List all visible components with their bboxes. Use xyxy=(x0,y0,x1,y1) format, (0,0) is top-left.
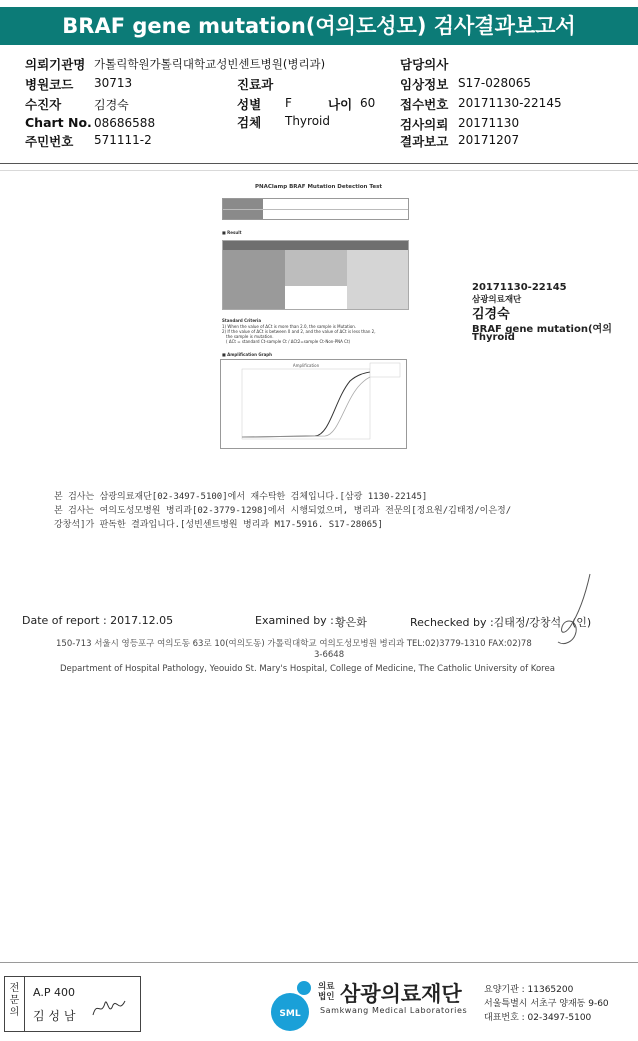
report-date: Date of report : 2017.12.05 xyxy=(22,614,174,627)
label-test-name: BRAF gene mutation(여의 xyxy=(472,324,612,335)
rechecked-label: Rechecked by :김태정/강창석 xyxy=(410,616,562,629)
doctor-signature-stroke xyxy=(93,1001,125,1015)
amplification-label: ■ Amplification Graph xyxy=(222,352,273,357)
sex-value: F xyxy=(285,96,292,110)
result-table-header xyxy=(223,241,408,250)
graph-legend xyxy=(370,363,400,377)
label-number: 20171130-22145 xyxy=(472,282,567,293)
org-code: 요양기관 : 11365200 xyxy=(484,985,574,995)
patient-value: 김경숙 xyxy=(94,98,129,112)
lab-address: 150-713 서울시 영등포구 여의도동 63로 10(여의도동) 가톨릭대학교 여의도성모병원 병리과 TEL:02)3779-1310 FAX:02)78 xyxy=(56,639,532,649)
logo-prefix xyxy=(318,982,334,1002)
criteria-line-2: 2) If the value of ΔCt is between 0 and 2, and the value of ΔCt is less than 2, xyxy=(222,329,376,334)
chart-value: 08686588 xyxy=(94,116,156,130)
signature-stroke xyxy=(558,574,590,644)
request-label: 검사의뢰 xyxy=(400,117,449,132)
sample-info-table xyxy=(222,198,409,220)
note-line-1: 본 검사는 삼광의료재단[02-3497-5100]에서 재수탁한 검체입니다.[삼광 1130-22145] xyxy=(54,492,428,502)
org-phone: 대표번호 : 02-3497-5100 xyxy=(484,1013,592,1023)
clinical-info-value: S17-028065 xyxy=(458,76,532,90)
header-divider xyxy=(0,163,638,164)
clinical-info-label: 임상정보 xyxy=(400,77,449,92)
examined-value: 황은화 xyxy=(335,616,367,629)
graph-title: Amplification xyxy=(292,363,320,368)
result-label: ■ Result xyxy=(222,230,242,235)
criteria-line-3: the sample is mutation. xyxy=(226,334,274,339)
signature-mark xyxy=(550,572,600,652)
test-title: PNAClamp BRAF Mutation Detection Test xyxy=(254,184,382,190)
sml-logo-icon xyxy=(268,978,320,1032)
doctor-stamp-box xyxy=(4,976,141,1032)
patient-label: 수진자 xyxy=(25,97,62,112)
receipt-label: 접수번호 xyxy=(400,97,449,112)
stamp-label: 전문의 xyxy=(5,977,25,1031)
lab-department: Department of Hospital Pathology, Yeouido St. Mary's Hospital, College of Medicine, The Catholic University of Korea xyxy=(60,664,555,674)
criteria-line-4: ( ΔCt = standard Ct-sample Ct / ΔCt2=sample Ct-Non-PNA Ct) xyxy=(226,339,351,344)
examined-label: Examined by : xyxy=(255,614,334,627)
age-value: 60 xyxy=(360,96,376,110)
result-table-label-column xyxy=(223,250,285,309)
specimen-label: 검체 xyxy=(237,115,262,130)
doctor-label: 담당의사 xyxy=(400,57,449,72)
amplification-graph xyxy=(220,359,407,449)
scan-top-border xyxy=(0,170,638,171)
hospital-code-label: 병원코드 xyxy=(25,77,74,92)
result-table xyxy=(222,240,409,310)
lab-address-cont: 3-6648 xyxy=(314,650,345,660)
logo-prefix-line-1: 의료 xyxy=(318,982,335,992)
label-organization: 삼광의료재단 xyxy=(472,295,522,305)
sample-info-row-line xyxy=(223,209,408,210)
resident-value: 571111-2 xyxy=(94,133,152,147)
logo-main-text: 삼광의료재단 xyxy=(340,982,462,1006)
report-title: BRAF gene mutation(여의도성모) 검사결과보고서 xyxy=(0,7,638,45)
report-date-label: 결과보고 xyxy=(400,134,449,149)
logo-badge: SML xyxy=(279,1009,301,1019)
specimen-value: Thyroid xyxy=(285,114,330,128)
graph-plot-area xyxy=(242,369,370,439)
result-table-value-column xyxy=(347,250,408,309)
hospital-code-value: 30713 xyxy=(94,76,133,90)
sex-label: 성별 xyxy=(237,97,262,112)
footer-divider xyxy=(0,962,638,963)
logo-dot xyxy=(297,981,311,995)
label-patient-name: 김경숙 xyxy=(472,307,510,322)
chart-label: Chart No. xyxy=(25,115,92,130)
institution-value: 가톨릭학원가톨릭대학교성빈센트병원(병리과) xyxy=(94,57,326,71)
receipt-value: 20171130-22145 xyxy=(458,96,562,110)
resident-label: 주민번호 xyxy=(25,134,74,149)
doctor-signature xyxy=(91,995,131,1021)
criteria-title: Standard Criteria xyxy=(222,318,262,323)
department-label: 진료과 xyxy=(237,77,274,92)
org-address: 서울특별시 서초구 양재동 9-60 xyxy=(484,999,609,1009)
logo-sub-text: Samkwang Medical Laboratories xyxy=(320,1006,468,1015)
note-line-2: 본 검사는 여의도성모병원 병리과[02-3779-1298]에서 시행되었으며, 병리과 전문의[정요원/김태정/이은정/ xyxy=(54,506,512,516)
stamp-doctor-name: 김 성 남 xyxy=(33,1009,76,1023)
logo-prefix-line-2: 법인 xyxy=(318,992,335,1002)
institution-label: 의뢰기관명 xyxy=(25,57,86,72)
age-label: 나이 xyxy=(328,97,353,112)
rechecked-seal: (인) xyxy=(572,616,592,629)
label-specimen: Thyroid xyxy=(472,332,515,343)
request-value: 20171130 xyxy=(458,116,520,130)
note-line-3: 강창석]가 판독한 결과입니다.[성빈센트병원 병리과 M17-5916. S17-28065] xyxy=(54,520,383,530)
report-date-value: 20171207 xyxy=(458,133,520,147)
ap-number: A.P 400 xyxy=(33,986,75,999)
criteria-line-1: 1) When the value of ΔCt is more than 2.0, the sample is Mutation. xyxy=(222,324,357,329)
result-table-middle-shade xyxy=(285,250,347,286)
